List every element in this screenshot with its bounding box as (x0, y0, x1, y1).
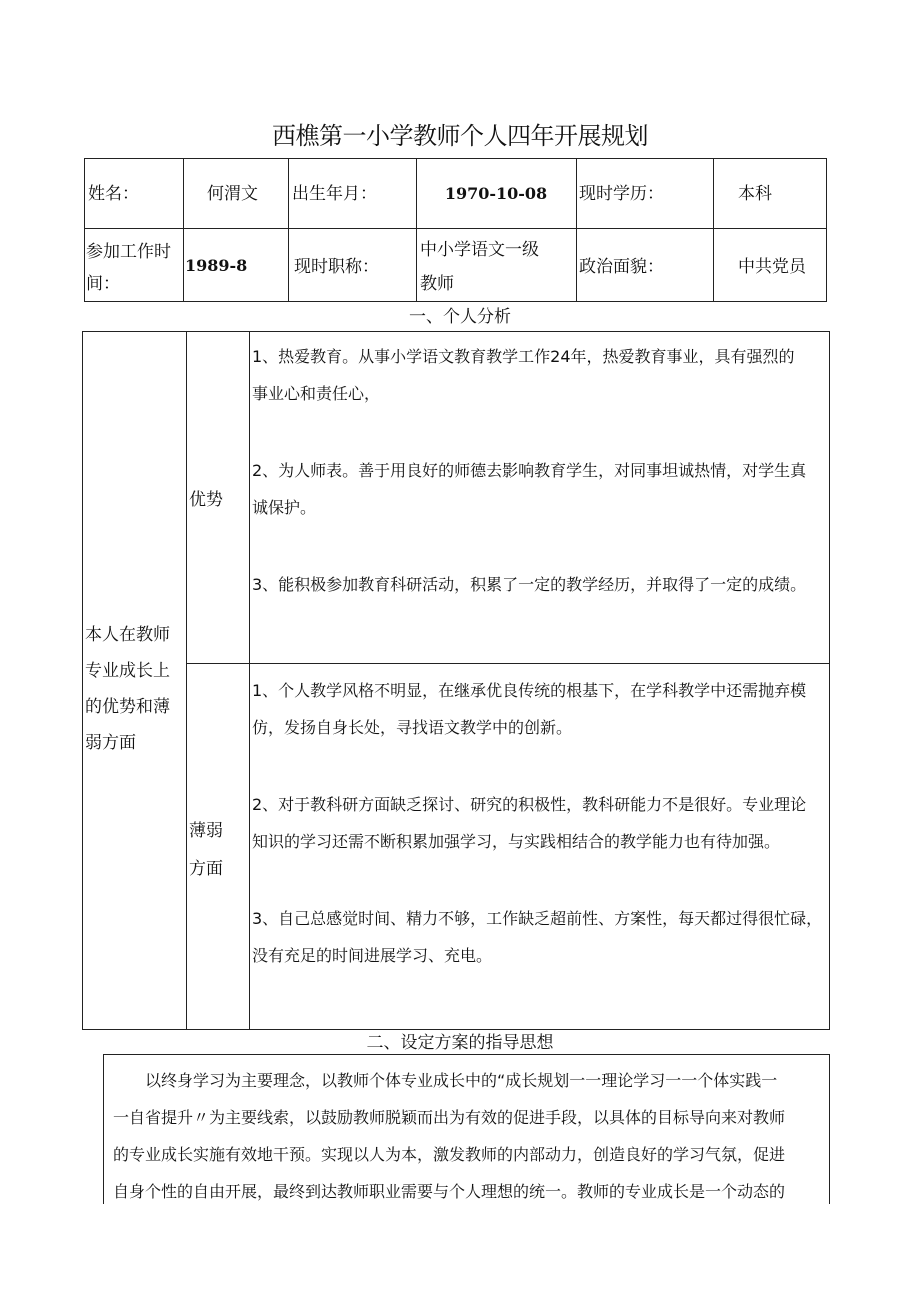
title-rank-value-line1: 中小学语文一级 (420, 240, 539, 260)
strength-item-1: 1、热爱教育。从事小学语文教育教学工作24年，热爱教育事业，具有强烈的 事业心和责任心， (252, 347, 795, 403)
page-title: 西樵第一小学教师个人四年开展规划 (272, 122, 648, 150)
strengths-list (252, 338, 826, 603)
section2-heading: 二、设定方案的指导思想 (366, 1033, 554, 1053)
name-value: 何渭文 (207, 184, 258, 204)
name-label: 姓名： (88, 184, 139, 204)
strengths-label: 优势 (189, 490, 223, 510)
political-status-label: 政治面貌： (579, 257, 664, 277)
weakness-item-3: 3、自己总感觉时间、精力不够，工作缺乏超前性、方案性，每天都过得很忙碌， 没有充足的时间进展学习、充电。 (252, 909, 823, 965)
birth-value: 1970-10-08 (444, 184, 548, 203)
analysis-row-label: 本人在教师 专业成长上 的优势和薄 弱方面 (85, 625, 170, 753)
ideology-line-2: 一自省提升〃为主要线索，以鼓励教师脱颖而出为有效的促进手段，以具体的目标导向来对教师 (113, 1108, 786, 1127)
title-rank-value-line2: 教师 (420, 274, 454, 294)
ideology-line-4: 自身个性的自由开展，最终到达教师职业需要与个人理想的统一。教师的专业成长是一个动态的 (113, 1182, 786, 1201)
education-value: 本科 (738, 184, 772, 204)
work-start-label-line2: 间： (86, 274, 120, 294)
political-status-value: 中共党员 (738, 257, 806, 277)
work-start-label-line1: 参加工作时 (86, 242, 171, 262)
ideology-line-3: 的专业成长实施有效地干预。实现以人为本，激发教师的内部动力，创造良好的学习气氛，促进 (113, 1145, 786, 1164)
weakness-item-2: 2、对于教科研方面缺乏探讨、研究的积极性，教科研能力不是很好。专业理论 知识的学习还需不断积累加强学习，与实践相结合的教学能力也有待加强。 (252, 795, 807, 851)
title-rank-label: 现时职称： (294, 257, 379, 277)
work-start-value: 1989-8 (185, 256, 248, 275)
strength-item-3: 3、能积极参加教育科研活动，积累了一定的教学经历，并取得了一定的成绩。 (252, 575, 807, 594)
weakness-item-1: 1、个人教学风格不明显，在继承优良传统的根基下，在学科教学中还需抛弃模 仿，发扬自身长处，寻找语文教学中的创新。 (252, 681, 807, 737)
birth-label: 出生年月： (292, 184, 377, 204)
education-label: 现时学历： (579, 184, 664, 204)
strength-item-2: 2、为人师表。善于用良好的师德去影响教育学生，对同事坦诚热情，对学生真 诚保护。 (252, 461, 807, 517)
ideology-line-1: 以终身学习为主要理念，以教师个体专业成长中的“成长规划一一理论学习一一个体实践一 (145, 1071, 778, 1090)
weaknesses-label: 薄弱 方面 (189, 821, 223, 879)
weaknesses-list (252, 672, 826, 974)
section1-heading: 一、个人分析 (409, 307, 511, 327)
